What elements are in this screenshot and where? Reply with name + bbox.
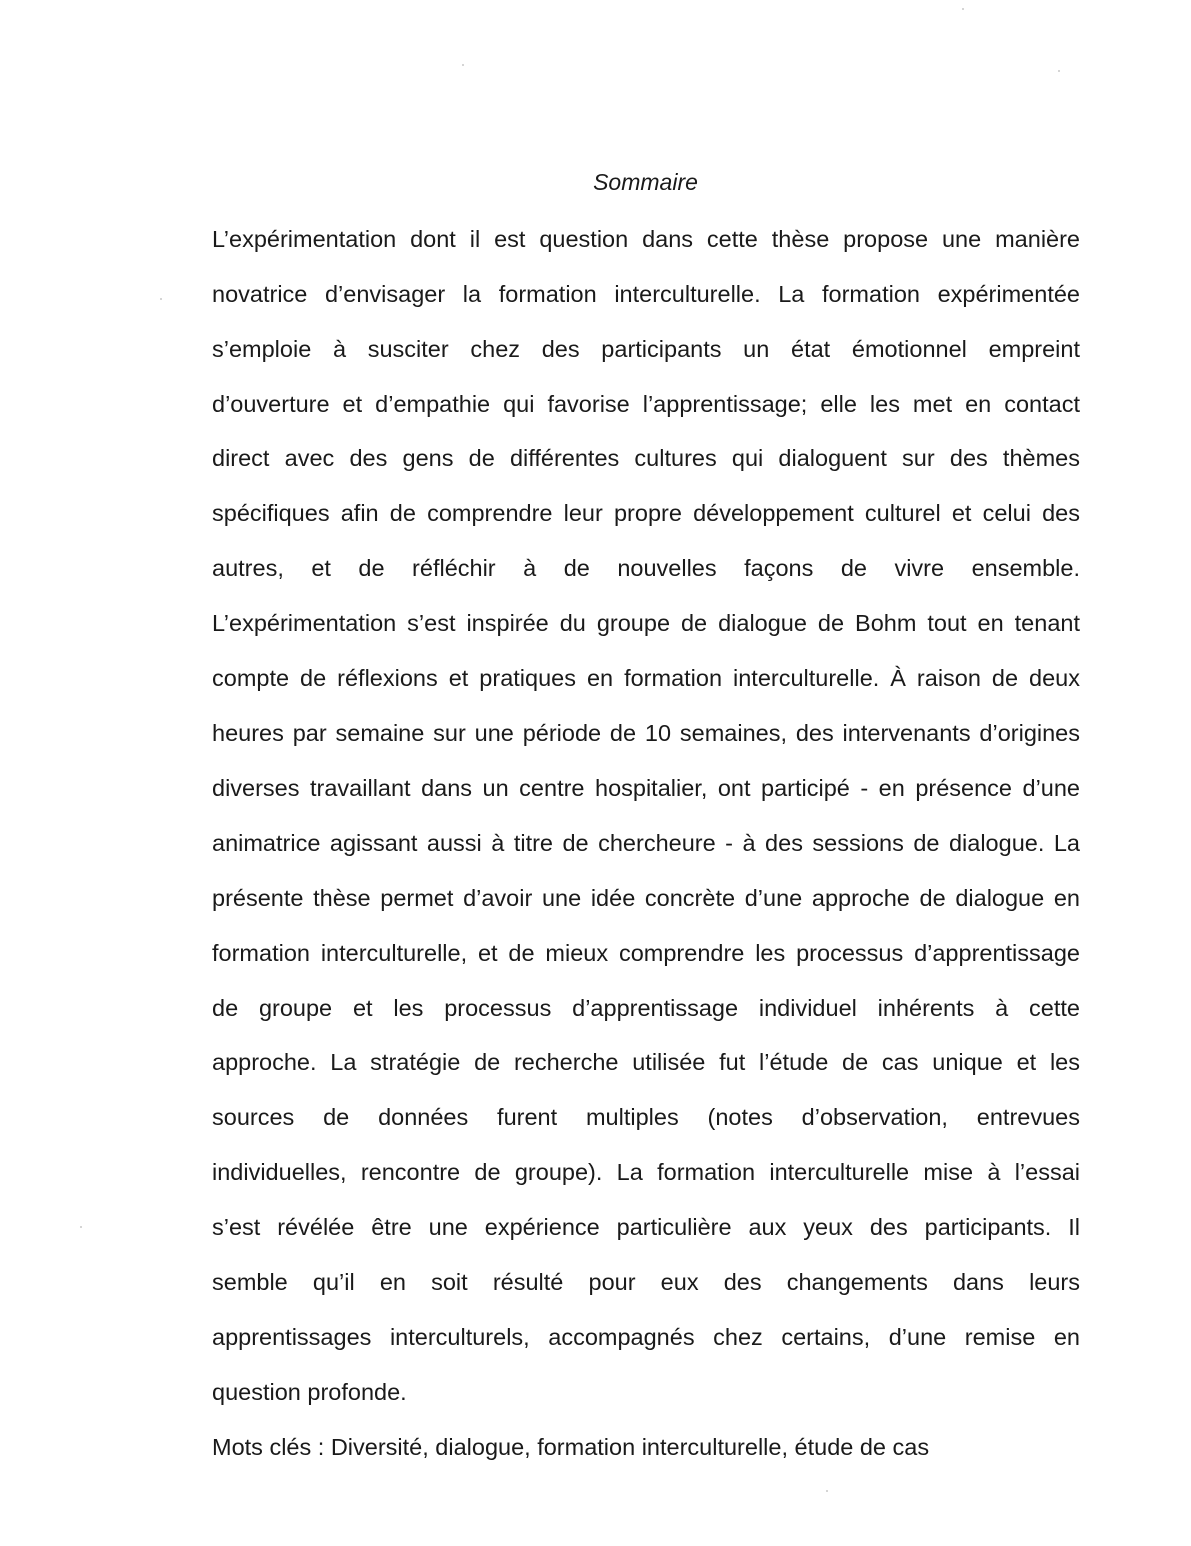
abstract-line: question profonde. <box>212 1379 407 1405</box>
abstract-line: spécifiques afin de comprendre leur propre développement culturel et celui des <box>212 500 1080 526</box>
abstract-line: d’ouverture et d’empathie qui favorise l’apprentissage; elle les met en contact <box>212 391 1080 417</box>
abstract-line: novatrice d’envisager la formation interculturelle. La formation expérimentée <box>212 281 1080 307</box>
abstract-line: diverses travaillant dans un centre hospitalier, ont participé - en présence d’une <box>212 775 1080 801</box>
abstract-line: animatrice agissant aussi à titre de chercheure - à des sessions de dialogue. La <box>212 830 1080 856</box>
scan-speck <box>1058 70 1060 72</box>
abstract-line: heures par semaine sur une période de 10 semaines, des intervenants d’origines <box>212 720 1080 746</box>
abstract-line: approche. La stratégie de recherche utilisée fut l’étude de cas unique et les <box>212 1049 1080 1075</box>
abstract-line: L’expérimentation dont il est question dans cette thèse propose une manière <box>212 226 1080 252</box>
abstract-line: apprentissages interculturels, accompagnés chez certains, d’une remise en <box>212 1324 1080 1350</box>
abstract-line: formation interculturelle, et de mieux comprendre les processus d’apprentissage <box>212 940 1080 966</box>
abstract-line: présente thèse permet d’avoir une idée concrète d’une approche de dialogue en <box>212 885 1080 911</box>
abstract-line: s’emploie à susciter chez des participants un état émotionnel empreint <box>212 336 1080 362</box>
abstract-line: individuelles, rencontre de groupe). La formation interculturelle mise à l’essai <box>212 1159 1080 1185</box>
abstract-line: direct avec des gens de différentes cultures qui dialoguent sur des thèmes <box>212 445 1080 471</box>
scan-speck <box>962 8 964 10</box>
abstract-line: de groupe et les processus d’apprentissage individuel inhérents à cette <box>212 995 1080 1021</box>
scan-speck <box>462 64 464 66</box>
abstract-line: compte de réflexions et pratiques en formation interculturelle. À raison de deux <box>212 665 1080 691</box>
scan-speck <box>160 298 162 300</box>
abstract-line: s’est révélée être une expérience particulière aux yeux des participants. Il <box>212 1214 1080 1240</box>
abstract-line: semble qu’il en soit résulté pour eux des changements dans leurs <box>212 1269 1080 1295</box>
page-title: Sommaire <box>593 169 698 195</box>
abstract-line: L’expérimentation s’est inspirée du groupe de dialogue de Bohm tout en tenant <box>212 610 1080 636</box>
keywords-line: Mots clés : Diversité, dialogue, formation interculturelle, étude de cas <box>212 1434 930 1460</box>
abstract-line: sources de données furent multiples (notes d’observation, entrevues <box>212 1104 1080 1130</box>
scan-speck <box>826 1490 828 1492</box>
scan-speck <box>80 1226 82 1228</box>
abstract-line: autres, et de réfléchir à de nouvelles façons de vivre ensemble. <box>212 555 1080 581</box>
